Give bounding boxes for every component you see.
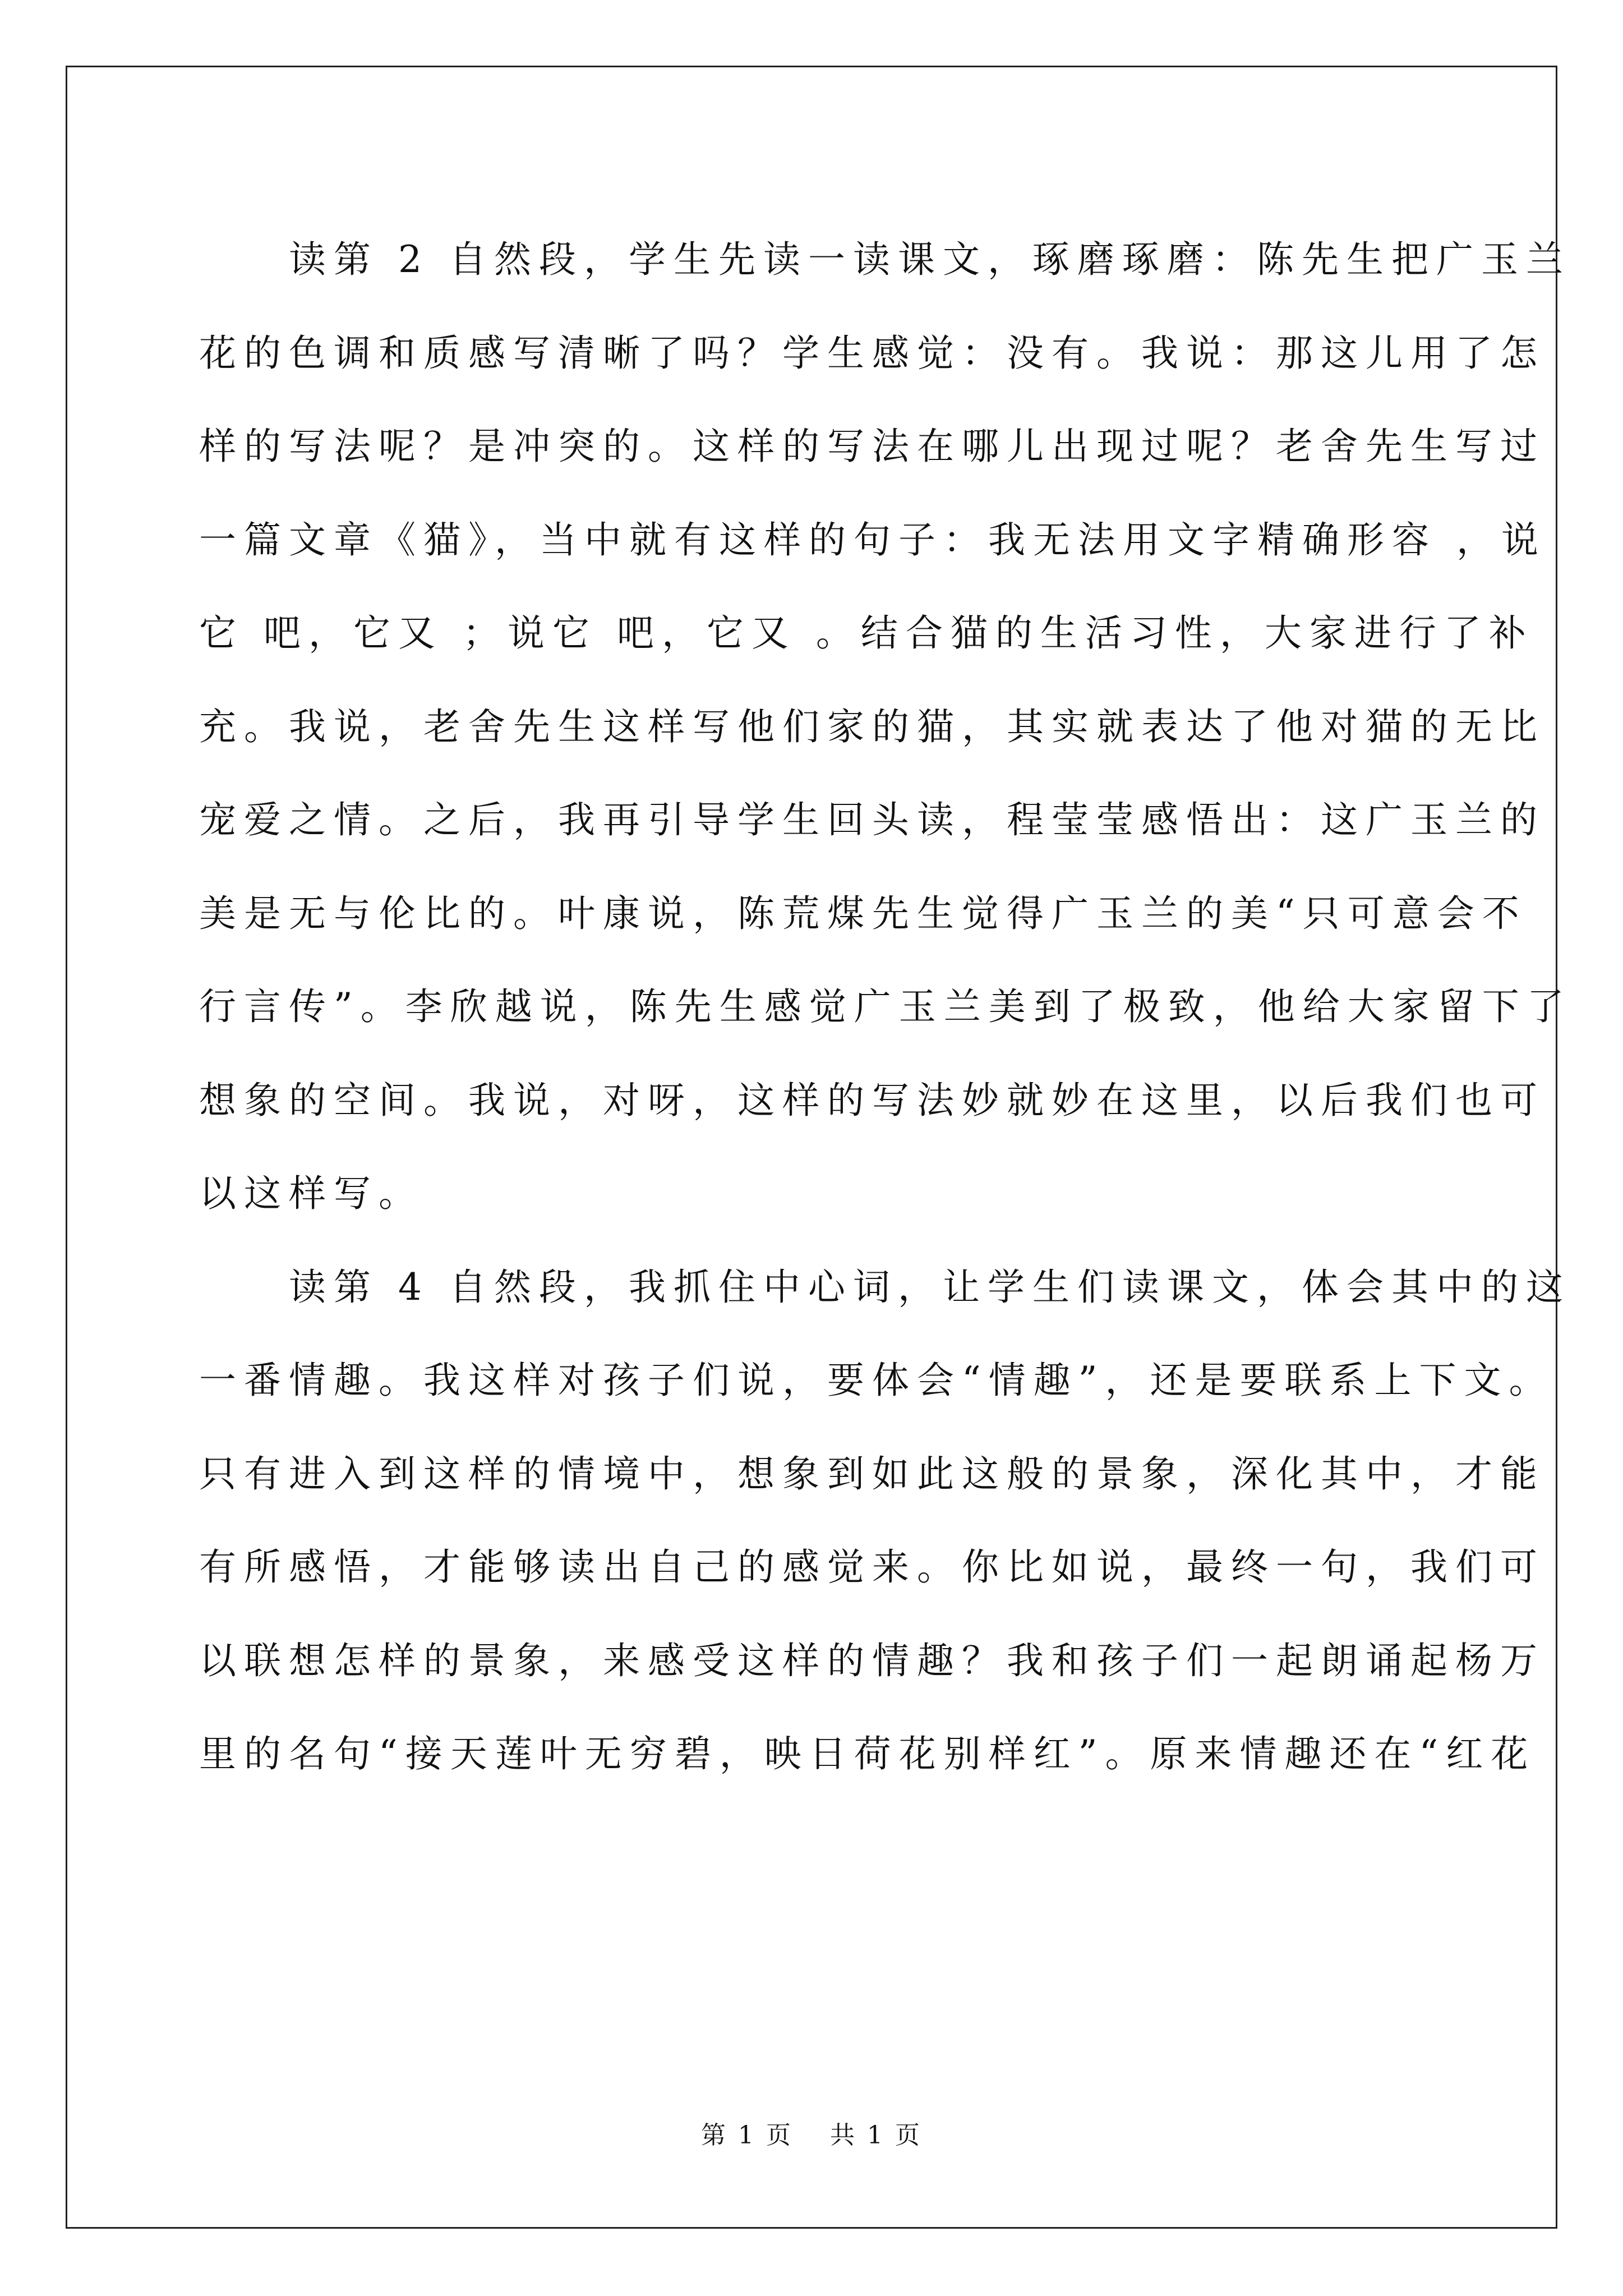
text-line: 有所感悟，才能够读出自己的感觉来。你比如说，最终一句，我们可 bbox=[199, 1545, 1545, 1589]
text-line: 想象的空间。我说，对呀，这样的写法妙就妙在这里，以后我们也可 bbox=[199, 1078, 1545, 1122]
text-line: 充。我说，老舍先生这样写他们家的猫，其实就表达了他对猫的无比 bbox=[199, 705, 1545, 748]
text-line: 以这样写。 bbox=[199, 1172, 423, 1215]
text-line: 读第 4 自然段，我抓住中心词，让学生们读课文，体会其中的这 bbox=[199, 1265, 1571, 1309]
text-line: 美是无与伦比的。叶康说，陈荒煤先生觉得广玉兰的美“只可意会不 bbox=[199, 891, 1527, 935]
text-line: 只有进入到这样的情境中，想象到如此这般的景象，深化其中，才能 bbox=[199, 1452, 1545, 1496]
text-line: 它 吧，它又 ；说它 吧，它又 。结合猫的生活习性，大家进行了补 bbox=[199, 611, 1534, 655]
text-line: 读第 2 自然段，学生先读一读课文，琢磨琢磨：陈先生把广玉兰 bbox=[199, 238, 1571, 281]
page-number-footer: 第 1 页 共 1 页 bbox=[701, 2121, 922, 2150]
text-line: 花的色调和质感写清晰了吗？学生感觉：没有。我说：那这儿用了怎 bbox=[199, 331, 1545, 375]
text-line: 一番情趣。我这样对孩子们说，要体会“情趣”，还是要联系上下文。 bbox=[199, 1359, 1554, 1402]
text-line: 以联想怎样的景象，来感受这样的情趣？我和孩子们一起朗诵起杨万 bbox=[199, 1639, 1545, 1682]
paragraph bbox=[199, 213, 1572, 1241]
text-line: 宠爱之情。之后，我再引导学生回头读，程莹莹感悟出：这广玉兰的 bbox=[199, 798, 1545, 841]
text-line: 里的名句“接天莲叶无穷碧，映日荷花别样红”。原来情趣还在“红花 bbox=[199, 1732, 1536, 1775]
text-line: 一篇文章《猫》，当中就有这样的句子：我无法用文字精确形容 ，说 bbox=[199, 518, 1546, 562]
text-line: 行言传”。李欣越说，陈先生感觉广玉兰美到了极致，他给大家留下了 bbox=[199, 985, 1572, 1028]
document-body bbox=[199, 213, 1572, 1801]
paragraph bbox=[199, 1241, 1571, 1801]
text-line: 样的写法呢？是冲突的。这样的写法在哪儿出现过呢？老舍先生写过 bbox=[199, 425, 1545, 468]
